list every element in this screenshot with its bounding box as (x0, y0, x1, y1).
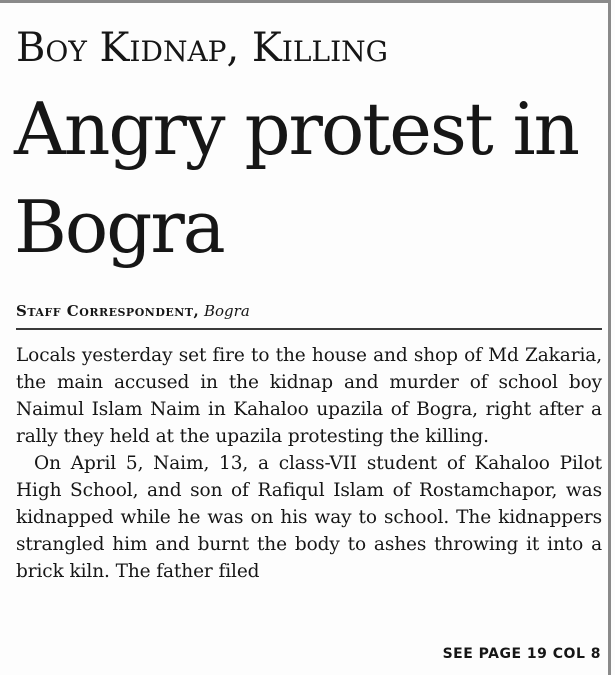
main-headline: Angry protest in Bogra (14, 87, 579, 269)
continuation-jump-line: SEE PAGE 19 COL 8 (442, 646, 601, 662)
kicker-headline: Boy Kidnap, Killing (16, 25, 388, 71)
paragraph-2: On April 5, Naim, 13, a class-VII student of Kahaloo Pilot High School, and son of Rafiqul Islam of Rostamchapor, was kidnapped while he was on his way to school. The kidnappers strangled him and burnt the body to ashes throwing it into a brick kiln. The father filed (16, 453, 602, 582)
clipping-top-border (0, 0, 611, 3)
byline-place: Bogra (204, 302, 250, 320)
article-body (16, 342, 602, 585)
byline (16, 302, 250, 320)
clipping-right-border (608, 0, 611, 675)
paragraph-1: Locals yesterday set fire to the house and shop of Md Zakaria, the main accused in the kidnap and murder of school boy Naimul Islam Naim in Kahaloo upazila of Bogra, right after a rally they held at the upazila protesting the killing. (16, 345, 602, 447)
byline-divider (16, 328, 602, 330)
byline-name: Staff Correspondent, (16, 302, 200, 320)
